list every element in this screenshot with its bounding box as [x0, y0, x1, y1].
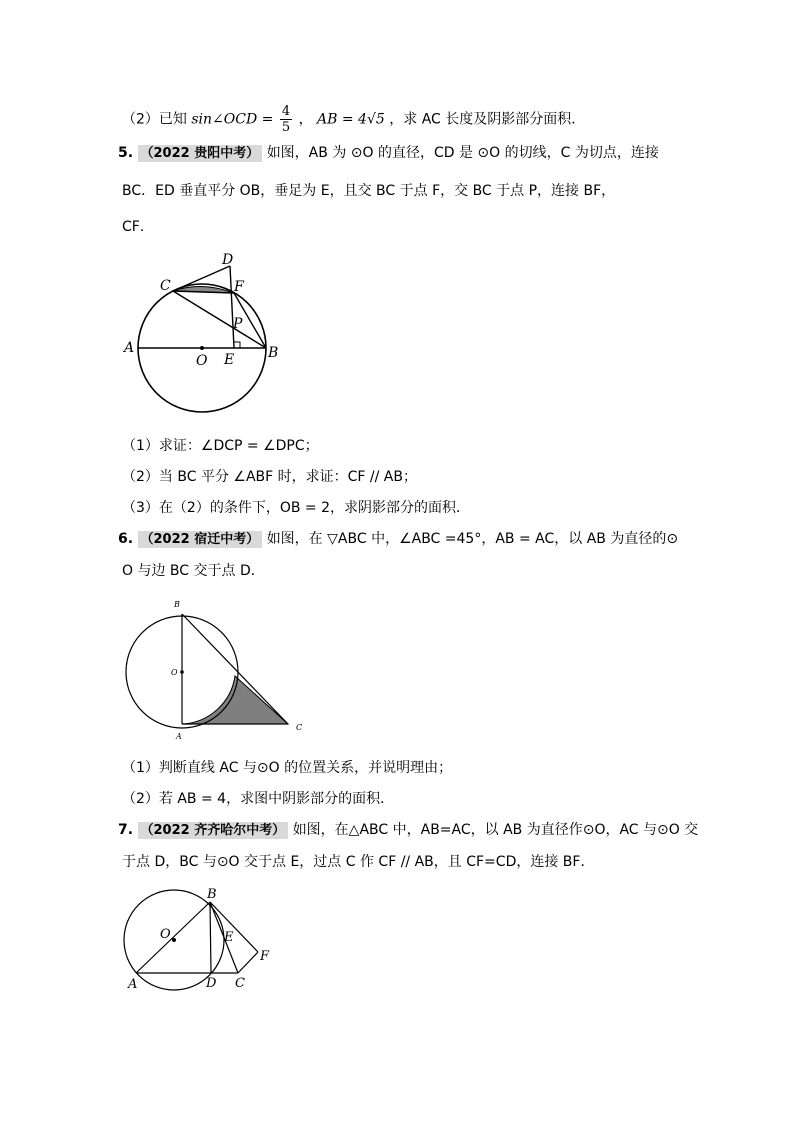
p7-line2: 于点 D，BC 与⊙O 交于点 E，过点 C 作 CF // AB，且 CF=CD，连接 BF． [122, 854, 595, 870]
p7-line-bf [210, 902, 258, 952]
p6-q2: （2）若 AB = 4，求图中阴影部分的面积． [122, 791, 395, 807]
p7-line-ab [136, 902, 210, 973]
p5-label-o: O [196, 353, 208, 369]
p5-label-e: E [224, 352, 235, 368]
p6-text-1: 如图，在 ▽ABC 中，∠ABC =45°，AB = AC，以 AB 为直径的⊙ [266, 531, 679, 547]
p4-q2-prefix: （2）已知 [122, 111, 187, 128]
p6-label-c: C [296, 723, 303, 732]
p7-label-b: B [207, 887, 217, 902]
p7-label-o: O [160, 927, 171, 942]
p5-number: 5. [118, 145, 134, 161]
p5-right-angle [234, 342, 240, 348]
p6-label-o: O [171, 668, 178, 677]
p4-frac-num: 4 [281, 104, 291, 119]
p7-figure [120, 885, 290, 1000]
p6-center-dot [180, 670, 184, 674]
p6-figure [120, 596, 310, 746]
p6-label-b: B [174, 600, 180, 609]
p7-line-cf [238, 952, 258, 973]
p7-label-f: F [260, 949, 270, 964]
p7-line-bd [210, 902, 211, 973]
p4-frac-den: 5 [281, 120, 291, 135]
p6-source-tag: （2022 宿迁中考） [138, 531, 263, 548]
p5-figure [122, 248, 292, 418]
p6-shaded-region [182, 676, 288, 724]
p4-q2 [122, 104, 585, 135]
p7-label-c: C [235, 976, 245, 991]
p7-text-1: 如图，在△ABC 中，AB=AC，以 AB 为直径作⊙O，AC 与⊙O 交 [292, 822, 699, 838]
p5-label-d: D [222, 252, 234, 268]
p7-center-dot [172, 938, 176, 942]
p4-ab: AB = 4√5 [317, 111, 385, 128]
p6-number: 6. [118, 531, 134, 547]
p7-source-tag: （2022 齐齐哈尔中考） [138, 822, 289, 839]
p5-label-b: B [268, 345, 279, 361]
p5-source-tag: （2022 贵阳中考） [138, 145, 263, 162]
p7-line1 [118, 820, 698, 841]
p5-q1: （1）求证：∠DCP = ∠DPC； [122, 438, 319, 454]
p7-label-a: A [128, 977, 138, 992]
p5-line3: CF． [122, 219, 154, 235]
p5-text-1: 如图，AB 为 ⊙O 的直径，CD 是 ⊙O 的切线，C 为切点，连接 [266, 145, 659, 161]
p7-number: 7. [118, 822, 134, 838]
p5-label-p: P [233, 316, 243, 332]
p4-fraction [280, 104, 292, 135]
p7-label-d: D [206, 976, 217, 991]
p6-label-a: A [176, 732, 182, 741]
p5-line-cb [173, 291, 266, 348]
p5-line2: BC．ED 垂直平分 OB，垂足为 E，且交 BC 于点 F，交 BC 于点 P，连接 BF， [122, 183, 616, 199]
p6-q1: （1）判断直线 AC 与⊙O 的位置关系，并说明理由； [122, 760, 453, 776]
p4-sep: ， [298, 111, 313, 128]
p4-eq: = [261, 111, 274, 128]
p5-label-a: A [124, 340, 135, 356]
p5-line1 [118, 143, 659, 164]
p6-line2: O 与边 BC 交于点 D． [122, 563, 265, 579]
p7-label-e: E [224, 930, 234, 945]
p5-center-dot [200, 346, 204, 350]
p4-sin: sin∠OCD [191, 111, 258, 128]
p5-label-f: F [234, 279, 244, 295]
p6-line1 [118, 529, 678, 550]
p5-label-c: C [160, 278, 171, 294]
p5-q3: （3）在（2）的条件下，OB = 2，求阴影部分的面积． [122, 500, 470, 516]
p5-q2: （2）当 BC 平分 ∠ABF 时，求证：CF // AB； [122, 469, 417, 485]
p4-suffix: ，求 AC 长度及阴影部分面积． [389, 111, 586, 128]
